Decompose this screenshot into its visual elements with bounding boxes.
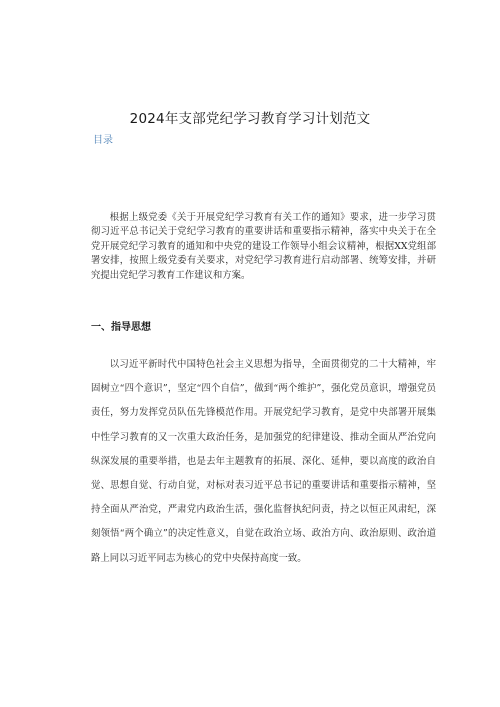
section-paragraph-guiding-ideology: 以习近平新时代中国特色社会主义思想为指导，全面贯彻党的二十大精神，牢固树立“四个意识”，坚定“四个自信”，做到“两个维护”，强化党员意识，增强党员责任，努力发挥党员队伍先锋模范作用。开展党纪学习教育，是党中央部署开展集中性学习教育的又一次重大政治任务，是加强党的纪律建设、推动全面从严治党向纵深发展的重要举措，也是去年主题教育的拓展、深化、延伸，要以高度的政治自觉、思想自觉、行动自觉，对标对表习近平总书记的重要讲话和重要指示精神，坚持全面从严治党，严肃党内政治生活，强化监督执纪问责，持之以恒正风肃纪，深刻领悟“两个确立”的决定性意义，自觉在政治立场、政治方向、政治原则、政治道路上同以习近平同志为核心的党中央保持高度一致。 <box>91 359 436 564</box>
section-heading-guiding-ideology: 一、指导思想 <box>91 322 151 333</box>
table-of-contents-link[interactable]: 目录 <box>93 135 113 146</box>
intro-paragraph: 根据上级党委《关于开展党纪学习教育有关工作的通知》要求，进一步学习贯彻习近平总书记关于党纪学习教育的重要讲话和重要指示精神，落实中央关于在全党开展党纪学习教育的通知和中央党的建设工作领导小组会议精神，根据XX党组部署安排，按照上级党委有关要求，对党纪学习教育进行启动部署、统筹安排，并研究提出党纪学习教育工作建议和方案。 <box>91 212 436 281</box>
document-title: 2024年支部党纪学习教育学习计划范文 <box>129 111 371 127</box>
